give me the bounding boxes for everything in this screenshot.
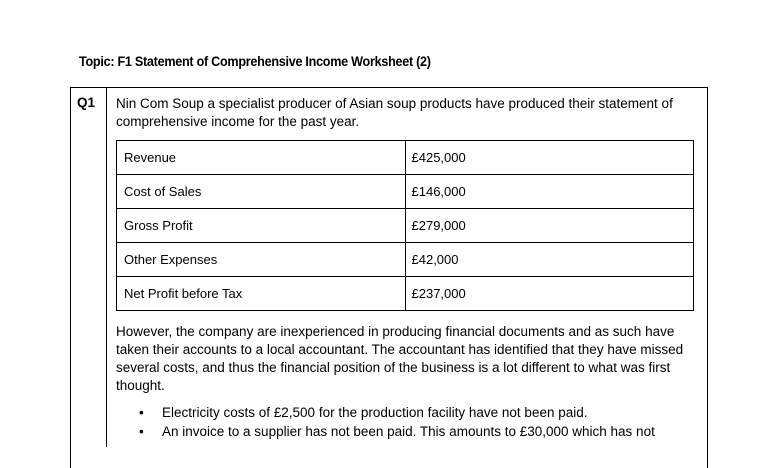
row-label: Other Expenses — [117, 243, 406, 277]
row-label: Cost of Sales — [117, 175, 406, 209]
list-item-text: Electricity costs of £2,500 for the production facility have not been paid. — [162, 405, 588, 420]
row-label: Net Profit before Tax — [117, 277, 406, 311]
row-value: £279,000 — [405, 209, 694, 243]
question-intro: Nin Com Soup a specialist producer of Asian soup products have produced their statement of comprehensive income for the past year. — [116, 96, 673, 129]
table-row — [117, 277, 694, 311]
list-item-text: An invoice to a supplier has not been paid. This amounts to £30,000 which has not — [162, 424, 655, 439]
income-statement-table — [116, 140, 694, 311]
row-value: £42,000 — [405, 243, 694, 277]
page-title: Topic: F1 Statement of Comprehensive Income Worksheet (2) — [79, 53, 431, 69]
bullet-icon: • — [139, 424, 144, 439]
row-label: Gross Profit — [117, 209, 406, 243]
question-column-divider — [106, 87, 107, 447]
question-number: Q1 — [77, 95, 96, 110]
row-value: £146,000 — [405, 175, 694, 209]
missed-costs-list — [116, 403, 700, 441]
row-label: Revenue — [117, 141, 406, 175]
list-item — [116, 403, 700, 422]
row-value: £425,000 — [405, 141, 694, 175]
row-value: £237,000 — [405, 277, 694, 311]
table-row — [117, 209, 694, 243]
table-row — [117, 243, 694, 277]
table-row — [117, 141, 694, 175]
table-row — [117, 175, 694, 209]
list-item — [116, 422, 700, 441]
question-followup: However, the company are inexperienced in producing financial documents and as such have taken their accounts to a local accountant. The accountant has identified that they have missed several costs, and thus the financial position of the business is a lot different to what was first thought. — [116, 324, 684, 393]
bullet-icon: • — [139, 405, 144, 420]
